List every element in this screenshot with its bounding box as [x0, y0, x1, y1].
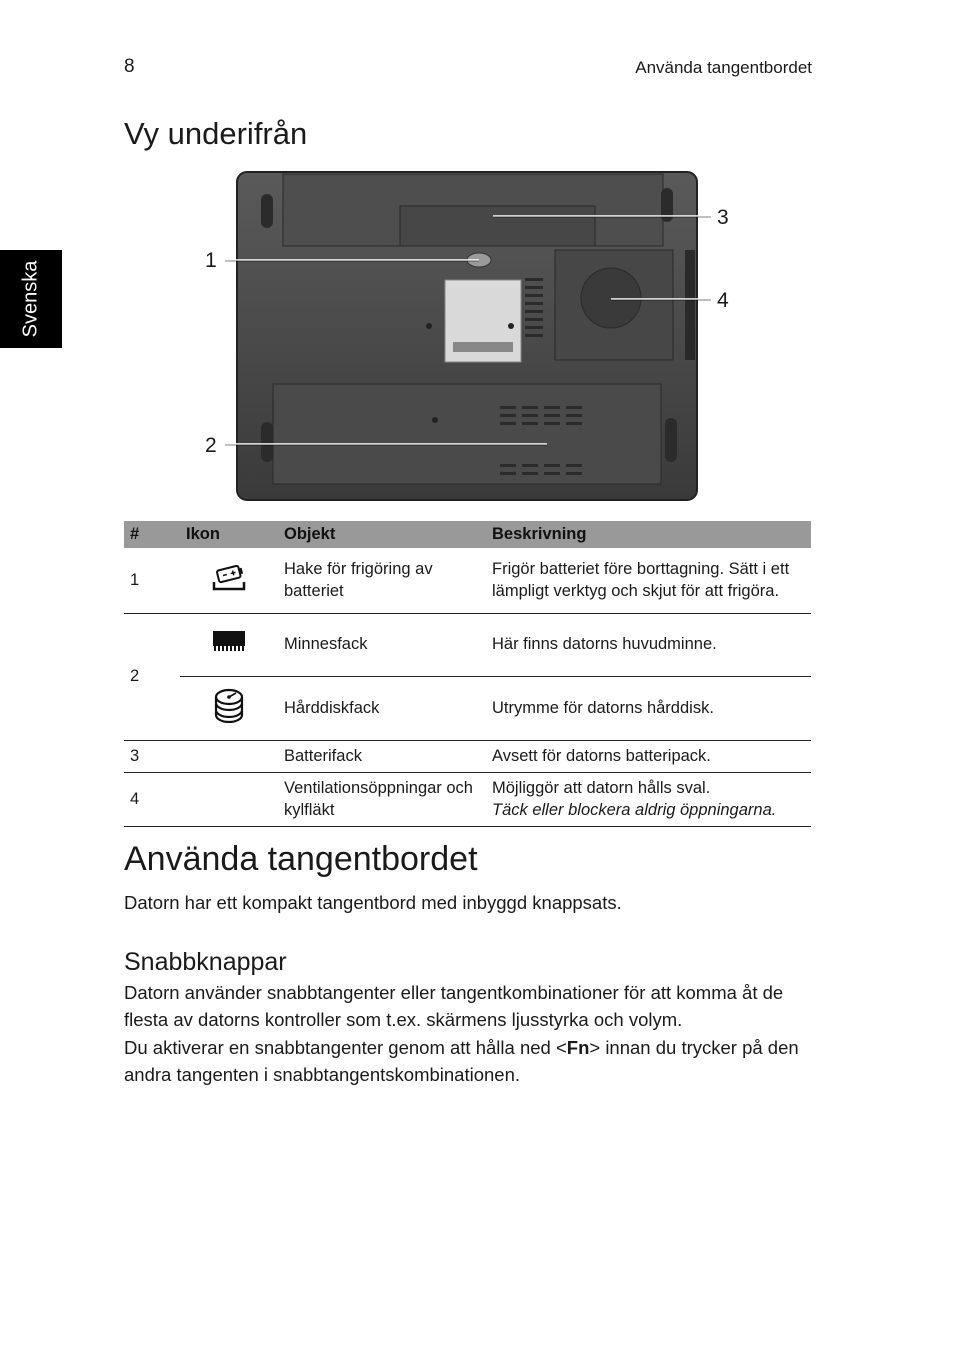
fn-key: Fn [566, 1037, 590, 1058]
table-row [124, 740, 811, 772]
callout-1: 1 [205, 249, 217, 272]
table-row [124, 548, 811, 613]
row-icon-cell [180, 548, 278, 613]
row-description-warning: Täck eller blockera aldrig öppningarna. [492, 801, 777, 819]
row-icon-cell [180, 772, 278, 826]
row-icon-cell [180, 676, 278, 740]
language-tab [0, 250, 62, 348]
row-description: Utrymme för datorns hårddisk. [486, 676, 811, 740]
row-object: Hake för frigöring av batteriet [278, 548, 486, 613]
row-number: 2 [124, 613, 180, 740]
rubber-foot [665, 418, 677, 462]
row-icon-cell [180, 740, 278, 772]
row-number: 1 [124, 548, 180, 613]
laptop-bottom-illustration [195, 166, 745, 506]
row-icon-cell [180, 613, 278, 676]
hotkeys-text-before: Du aktiverar en snabbtangenter genom att hålla ned < [124, 1037, 567, 1058]
language-tab-label: Svenska [19, 260, 42, 338]
hard-disk-icon [212, 687, 246, 723]
battery-release-icon [212, 562, 246, 592]
hotkeys-paragraph-1: Datorn använder snabbtangenter eller tangentkombinationer för att komma åt de flesta av datorns kontroller som t.ex. skärmens ljusstyrka och volym. [124, 982, 784, 1030]
row-description: Här finns datorns huvudminne. [486, 613, 811, 676]
row-description: Frigör batteriet före borttagning. Sätt i ett lämpligt verktyg och skjut för att frigöra. [486, 548, 811, 613]
section-title-bottom-view: Vy underifrån [124, 116, 308, 151]
table-header-object: Objekt [278, 521, 486, 548]
memory-module-icon [211, 628, 247, 654]
row-object: Minnesfack [278, 613, 486, 676]
parts-table [124, 521, 811, 827]
keyboard-intro-text: Datorn har ett kompakt tangentbord med inbyggd knappsats. [124, 892, 622, 913]
hotkeys-paragraph-2 [124, 1035, 824, 1088]
section-title-keyboard: Använda tangentbordet [124, 840, 478, 878]
row-object: Ventilationsöppningar och kylfläkt [278, 772, 486, 826]
row-description: Möjliggör att datorn hålls sval. [492, 778, 711, 797]
memory-hdd-compartment [273, 384, 661, 484]
row-number: 3 [124, 740, 180, 772]
table-header-number: # [124, 521, 180, 548]
cooling-fan [581, 268, 641, 328]
callout-3: 3 [717, 206, 729, 229]
table-header-description: Beskrivning [486, 521, 811, 548]
row-description: Avsett för datorns batteripack. [486, 740, 811, 772]
table-header-icon: Ikon [180, 521, 278, 548]
rubber-foot [261, 194, 273, 228]
hotkeys-text-after: > innan du trycker på den andra tangenten i snabbtangentskombinationen. [124, 1037, 799, 1085]
row-object: Batterifack [278, 740, 486, 772]
row-number: 4 [124, 772, 180, 826]
page-number: 8 [124, 56, 135, 77]
table-row [124, 772, 811, 826]
table-row [124, 676, 811, 740]
table-row [124, 613, 811, 676]
running-header: Använda tangentbordet [635, 58, 812, 77]
row-object: Hårddiskfack [278, 676, 486, 740]
table-header-row [124, 521, 811, 548]
callout-4: 4 [717, 289, 729, 312]
subsection-title-hotkeys: Snabbknappar [124, 948, 287, 976]
row-description-cell [486, 772, 811, 826]
rubber-foot [261, 422, 273, 462]
callout-2: 2 [205, 434, 217, 457]
